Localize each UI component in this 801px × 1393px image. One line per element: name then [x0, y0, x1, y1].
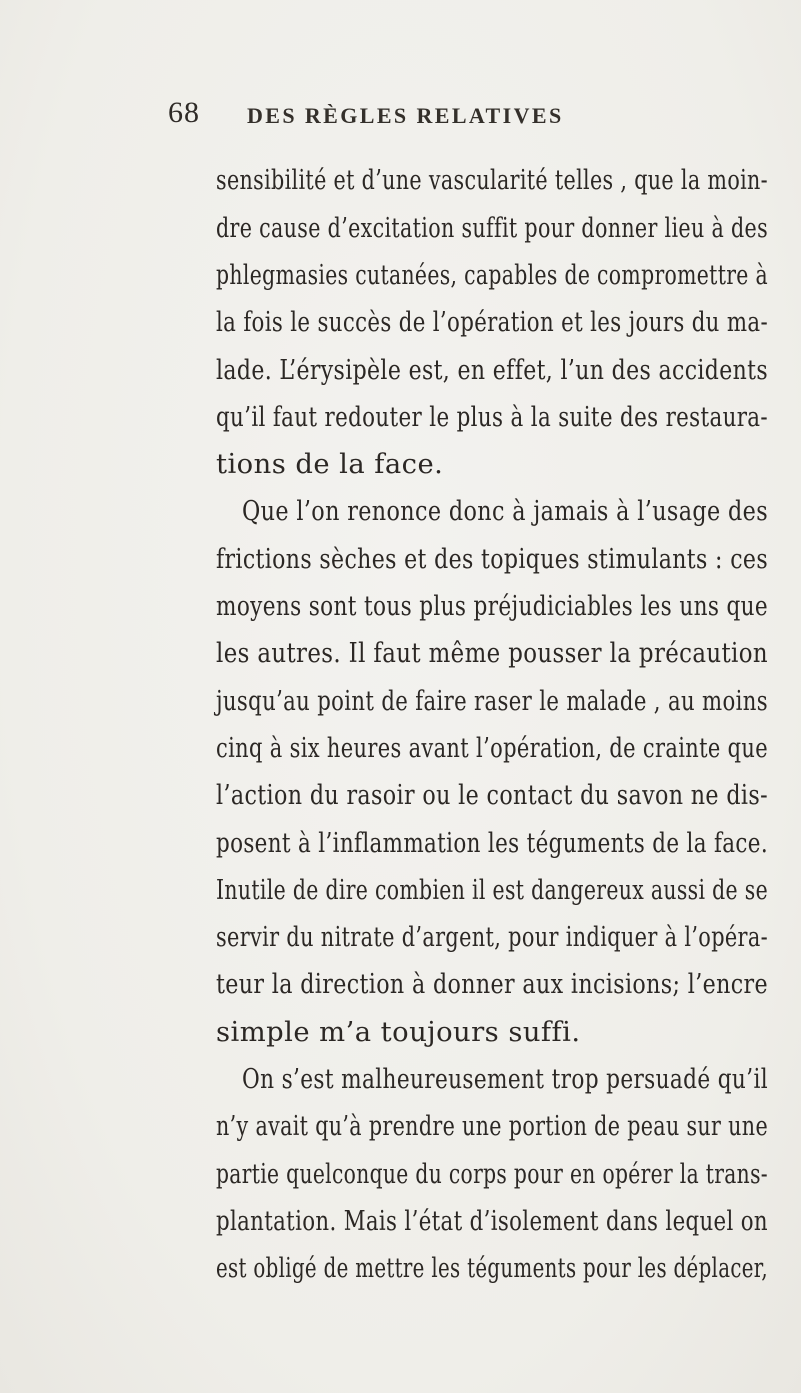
text-line: phlegmasies cutanées, capables de compromettre à	[216, 260, 768, 291]
text-line: les autres. Il faut même pousser la précaution	[216, 638, 768, 669]
text-line: Inutile de dire combien il est dangereux aussi de se	[216, 875, 768, 906]
text-line: teur la direction à donner aux incisions; l’encre	[216, 969, 768, 1000]
text-line: sensibilité et d’une vascularité telles , que la moin-	[216, 165, 768, 196]
text-line: frictions sèches et des topiques stimulants : ces	[216, 544, 768, 575]
text-line: plantation. Mais l’état d’isolement dans lequel on	[216, 1206, 768, 1237]
text-line: servir du nitrate d’argent, pour indiquer à l’opéra-	[216, 922, 768, 953]
text-line: simple m’a toujours suffi.	[216, 1017, 581, 1048]
running-head: DES RÈGLES RELATIVES	[247, 103, 564, 128]
text-line: posent à l’inflammation les téguments de la face.	[216, 828, 768, 859]
text-line: lade. L’érysipèle est, en effet, l’un des accidents	[216, 355, 768, 386]
text-line: tions de la face.	[216, 449, 444, 480]
text-line: qu’il faut redouter le plus à la suite des restaura-	[216, 402, 768, 433]
text-line: Que l’on renonce donc à jamais à l’usage des	[242, 496, 768, 527]
text-line: n’y avait qu’à prendre une portion de peau sur une	[216, 1111, 768, 1142]
text-line: la fois le succès de l’opération et les jours du ma-	[216, 307, 768, 338]
text-line: l’action du rasoir ou le contact du savon ne dis-	[216, 780, 768, 811]
page-number: 68	[168, 96, 200, 129]
text-line: moyens sont tous plus préjudiciables les uns que	[216, 591, 768, 622]
text-line: cinq à six heures avant l’opération, de crainte que	[216, 733, 768, 764]
text-line: On s’est malheureusement trop persuadé qu’il	[242, 1064, 768, 1095]
text-line: partie quelconque du corps pour en opérer la trans-	[216, 1159, 768, 1190]
text-line: dre cause d’excitation suffit pour donner lieu à des	[216, 213, 768, 244]
text-line: jusqu’au point de faire raser le malade , au moins	[216, 686, 768, 717]
text-line: est obligé de mettre les téguments pour les déplacer,	[216, 1253, 768, 1284]
